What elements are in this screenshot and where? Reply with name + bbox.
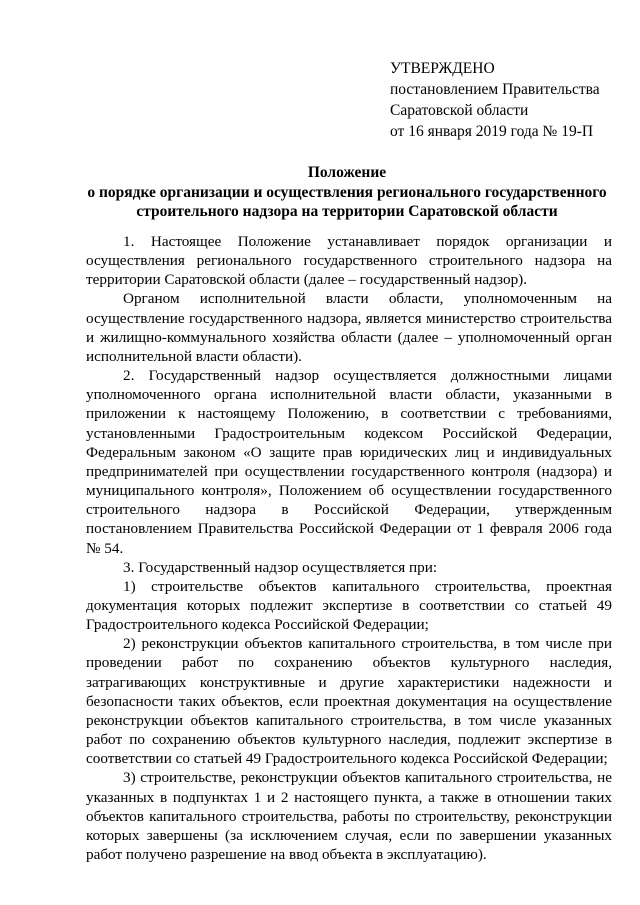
- title-line: о порядке организации и осуществления регионального государственного: [87, 183, 607, 201]
- document-body: [86, 232, 612, 864]
- title-line: Положение: [307, 164, 387, 181]
- paragraph: 3) строительстве, реконструкции объектов капитального строительства, не указанных в подпунктах 1 и 2 настоящего пункта, а также в отношении таких объектов капитального строительства, работы по строительству, реконструкции которых завершены (за исключением случая, если по завершении указанных работ получено разрешение на ввод объекта в эксплуатацию).: [86, 769, 612, 863]
- approval-line: Саратовской области: [390, 102, 529, 119]
- title-line: строительного надзора на территории Саратовской области: [136, 203, 558, 220]
- approval-line: от 16 января 2019 года № 19-П: [390, 123, 594, 140]
- paragraph: Органом исполнительной власти области, уполномоченным на осуществление государственного надзора, является министерство строительства и жилищно-коммунального хозяйства области (далее – уполномоченный орган исполнительной власти области).: [86, 290, 612, 365]
- paragraph: 1) строительстве объектов капитального строительства, проектная документация которых подлежит экспертизе в соответствии со статьей 49 Градостроительного кодекса Российской Федерации;: [86, 577, 612, 634]
- approval-line: постановлением Правительства: [390, 81, 600, 98]
- paragraph: 2. Государственный надзор осуществляется должностными лицами уполномоченного органа исполнительной власти области, указанными в приложении к настоящему Положению, в соответствии с требованиями, установленными Градостроительным кодексом Российской Федерации, Федеральным законом «О защите прав юридических лиц и индивидуальных предпринимателей при осуществлении государственного контроля (надзора) и муниципального контроля», Положением об осуществлении государственного строительного надзора в Российской Федерации, утвержденным постановлением Правительства Российской Федерации от 1 февраля 2006 года № 54.: [86, 367, 612, 557]
- paragraph: 3. Государственный надзор осуществляется при:: [123, 558, 438, 576]
- approval-block: [390, 58, 600, 142]
- document-title: [85, 163, 609, 222]
- approval-stamp: УТВЕРЖДЕНО: [390, 60, 495, 77]
- paragraph: 1. Настоящее Положение устанавливает порядок организации и осуществления регионального государственного строительного надзора на территории Саратовской области (далее – государственный надзор).: [86, 233, 612, 289]
- paragraph: 2) реконструкции объектов капитального строительства, в том числе при проведении работ по сохранению объектов культурного наследия, затрагивающих конструктивные и другие характеристики надежности и безопасности таких объектов, если проектная документация на осуществление реконструкции объектов капитального строительства, в том числе указанных работ по сохранению объектов культурного наследия, подлежит экспертизе в соответствии со статьей 49 Градостроительного кодекса Российской Федерации;: [86, 635, 612, 768]
